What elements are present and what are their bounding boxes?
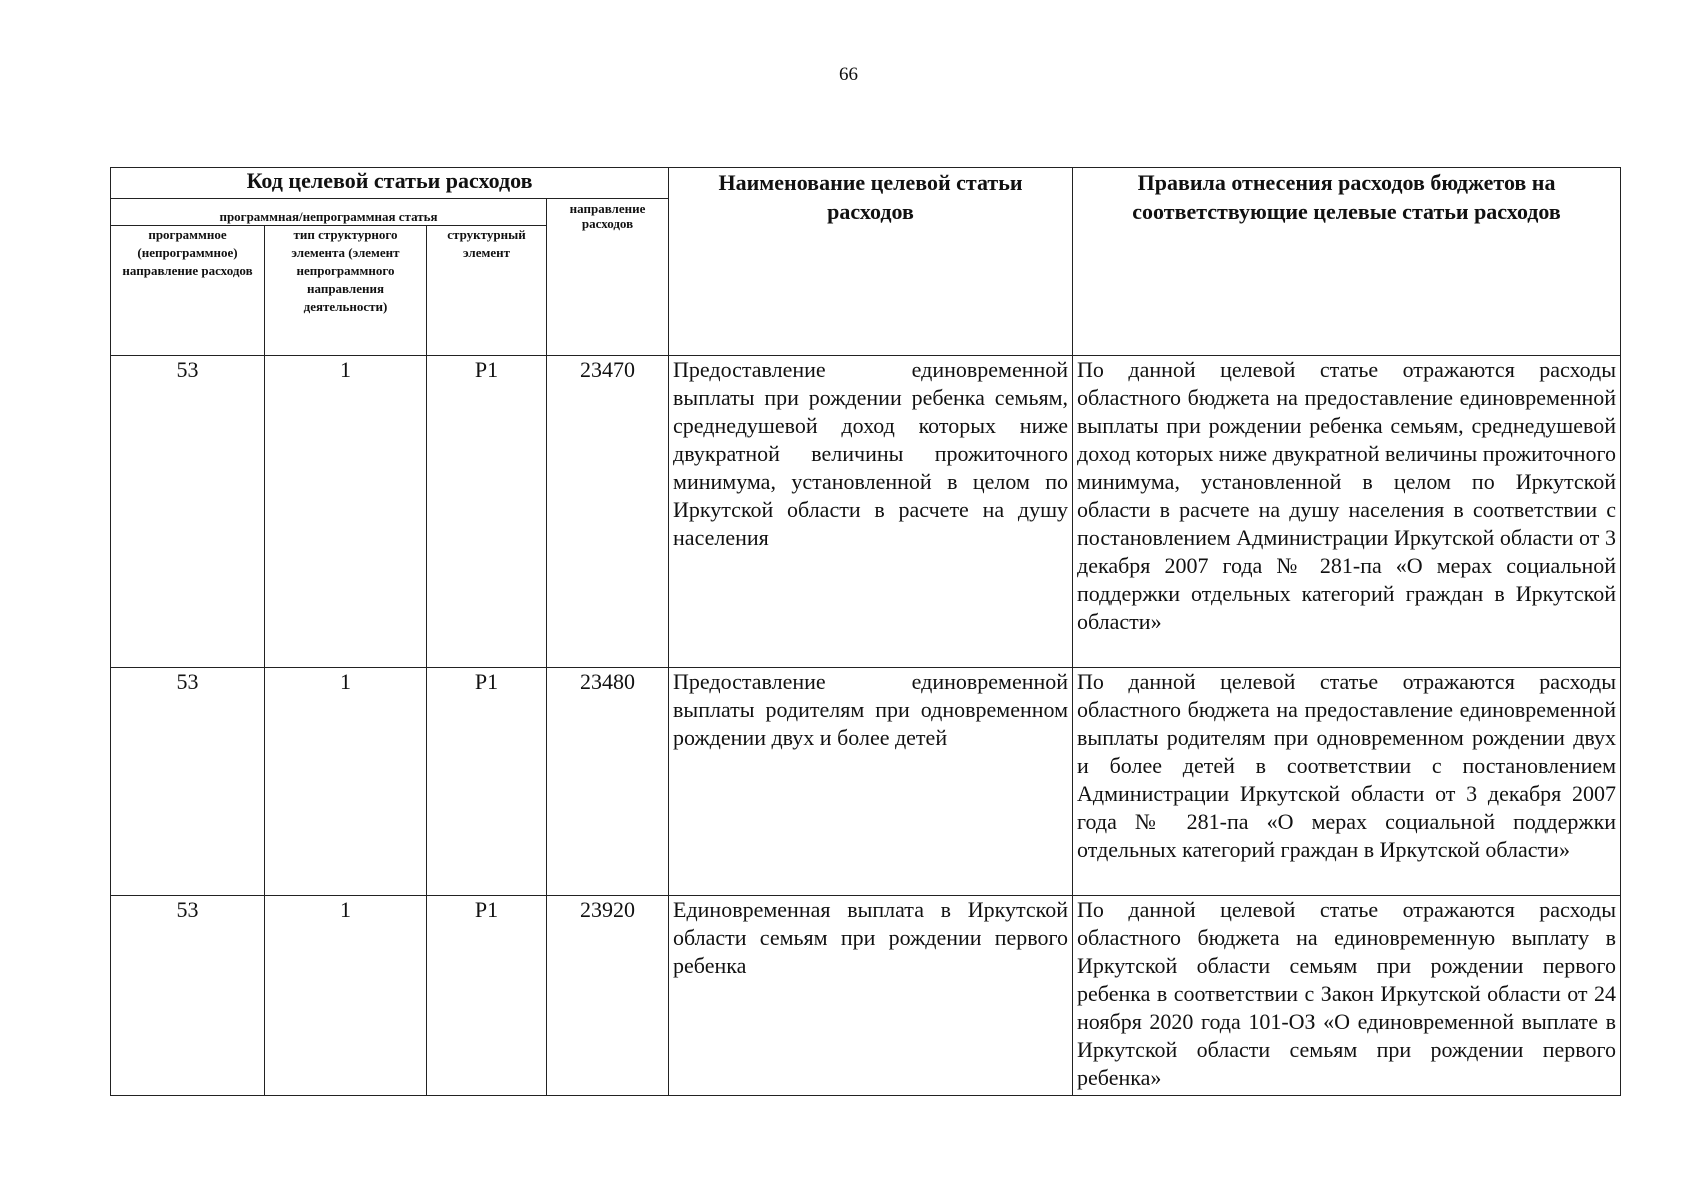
expense-name-cell: Предоставление единовременной выплаты при рождении ребенка семьям, среднедушевой доход которых ниже двукратной величины прожиточного минимума, установленной в целом по Иркутской области в расчете на душу населения [669,356,1073,668]
header-name: Наименование целевой статьи расходов [669,168,1073,356]
expense-direction-cell: 23480 [547,668,669,896]
table-row [111,896,1621,1096]
struct-type-cell: 1 [265,896,427,1096]
header-struct-type: тип структурного элемента (элемент непрограммного направления деятельности) [265,226,427,356]
struct-type-cell: 1 [265,356,427,668]
table-row [111,356,1621,668]
program-direction-cell: 53 [111,896,265,1096]
expense-rule-cell: По данной целевой статье отражаются расходы областного бюджета на предоставление единовременной выплаты родителям при одновременном рождении двух и более детей в соответствии с постановлением Администрации Иркутской области от 3 декабря 2007 года № 281-па «О мерах социальной поддержки отдельных категорий граждан в Иркутской области» [1073,668,1621,896]
expense-direction-cell: 23470 [547,356,669,668]
expense-rule-cell: По данной целевой статье отражаются расходы областного бюджета на единовременную выплату в Иркутской области семьям при рождении первого ребенка в соответствии с Закон Иркутской области от 24 ноября 2020 года 101-ОЗ «О единовременной выплате в Иркутской области семьям при рождении первого ребенка» [1073,896,1621,1096]
header-rules: Правила отнесения расходов бюджетов на соответствующие целевые статьи расходов [1073,168,1621,356]
expense-name-cell: Предоставление единовременной выплаты родителям при одновременном рождении двух и более детей [669,668,1073,896]
struct-element-cell: P1 [427,356,547,668]
header-expense-direction: направление расходов [547,199,669,356]
expense-direction-cell: 23920 [547,896,669,1096]
program-direction-cell: 53 [111,668,265,896]
struct-type-cell: 1 [265,668,427,896]
table-row [111,668,1621,896]
expense-codes-table [110,167,1621,1096]
header-program-direction: программное (непрограммное) направление расходов [111,226,265,356]
expense-name-cell: Единовременная выплата в Иркутской области семьям при рождении первого ребенка [669,896,1073,1096]
program-direction-cell: 53 [111,356,265,668]
header-code-group: Код целевой статьи расходов [111,168,669,199]
header-program-group: программная/непрограммная статья [111,199,547,226]
expense-rule-cell: По данной целевой статье отражаются расходы областного бюджета на предоставление единовременной выплаты при рождении ребенка семьям, среднедушевой доход которых ниже двукратной величины прожиточного минимума, установленной в целом по Иркутской области в расчете на душу населения в соответствии с постановлением Администрации Иркутской области от 3 декабря 2007 года № 281-па «О мерах социальной поддержки отдельных категорий граждан в Иркутской области» [1073,356,1621,668]
struct-element-cell: P1 [427,668,547,896]
page-number: 66 [839,64,858,85]
struct-element-cell: P1 [427,896,547,1096]
header-struct-element: структурный элемент [427,226,547,356]
